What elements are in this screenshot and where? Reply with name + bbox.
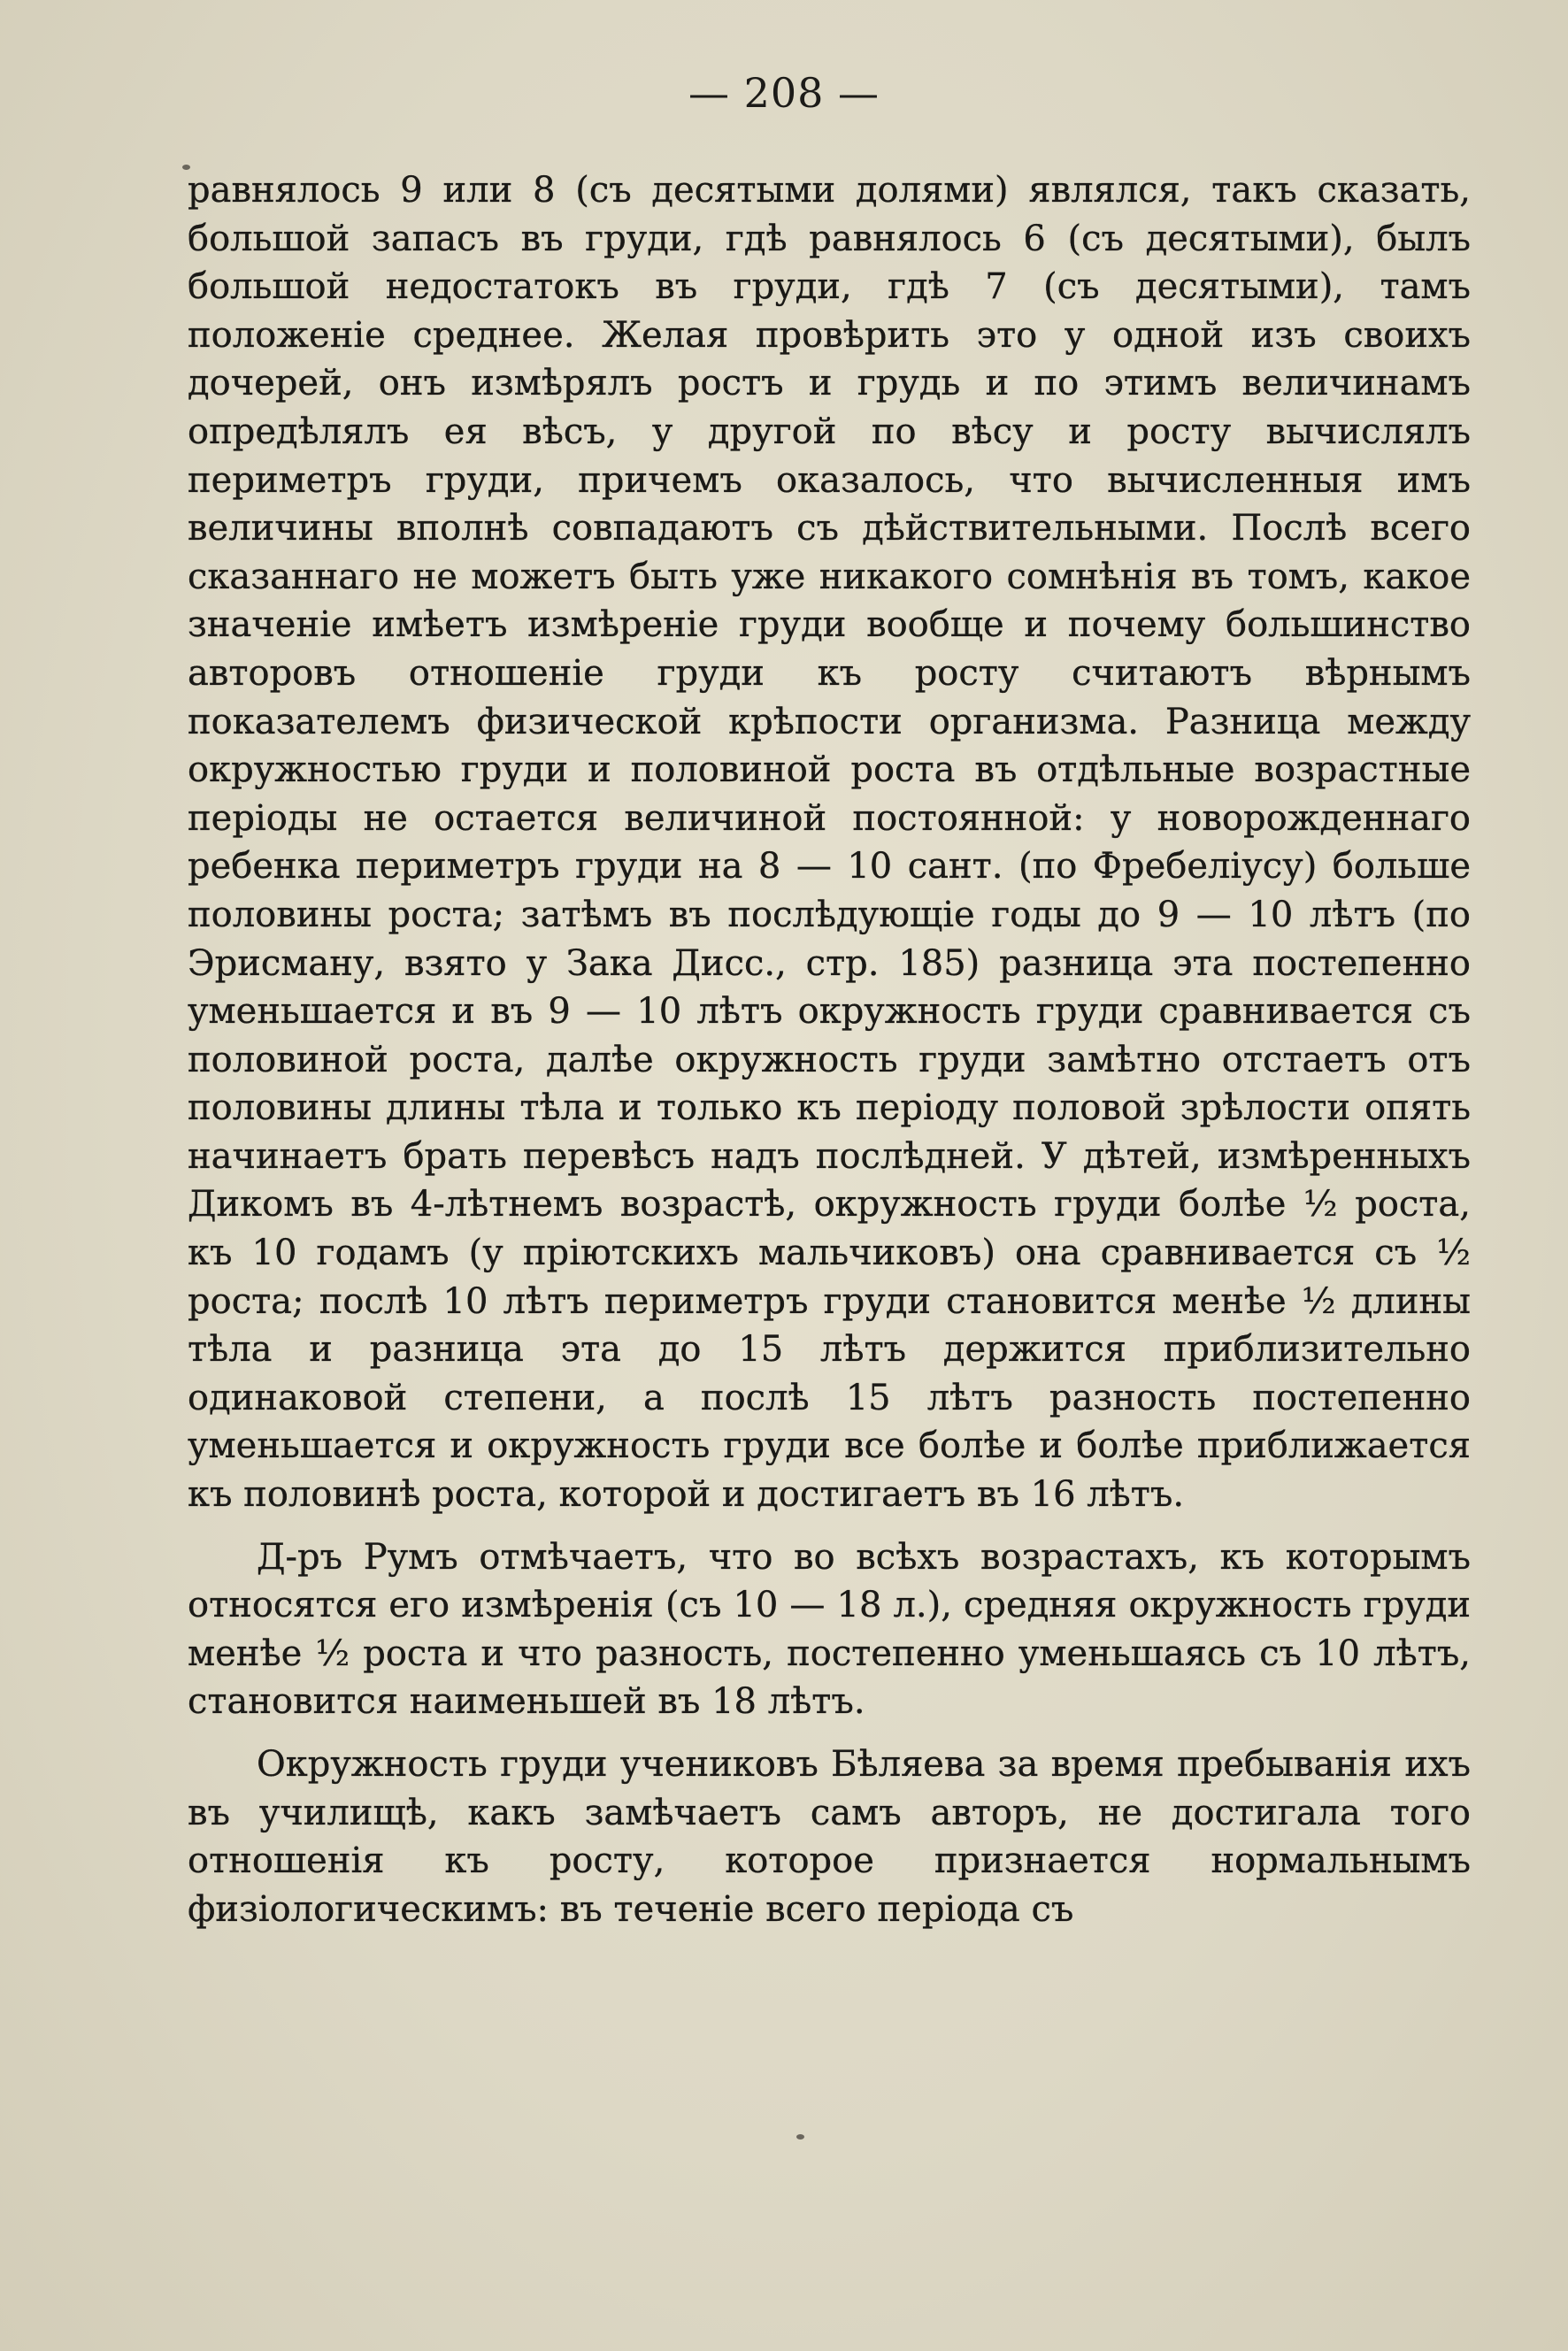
paragraph-1: равнялось 9 или 8 (съ десятыми долями) являлся, такъ сказать, большой запасъ въ груди, гдѣ равнялось 6 (съ десятыми), былъ большой недостатокъ въ груди, гдѣ 7 (съ десятыми), тамъ положеніе среднее. Желая провѣрить это у одной изъ своихъ дочерей, онъ измѣрялъ ростъ и грудь и по этимъ величинамъ опредѣлялъ ея вѣсъ, у другой по вѣсу и росту вычислялъ периметръ груди, причемъ оказалось, что вычисленныя имъ величины вполнѣ совпадаютъ съ дѣйствительными. Послѣ всего сказаннаго не можетъ быть уже никакого сомнѣнія въ томъ, какое значеніе имѣетъ измѣреніе груди вообще и почему большинство авторовъ отношеніе груди къ росту считаютъ вѣрнымъ показателемъ физической крѣпости организма. Разница между окружностью груди и половиной роста въ отдѣльные возрастные періоды не остается величиной постоянной: у новорожденнаго ребенка периметръ груди на 8 — 10 сант. (по Фребеліусу) больше половины роста; затѣмъ въ послѣдующіе годы до 9 — 10 лѣтъ (по Эрисману, взято у Зака Дисс., стр. 185) разница эта постепенно уменьшается и въ 9 — 10 лѣтъ окружность груди сравнивается съ половиной роста, далѣе окружность груди замѣтно отстаетъ отъ половины длины тѣла и только къ періоду половой зрѣлости опять начинаетъ брать перевѣсъ надъ послѣдней. У дѣтей, измѣренныхъ Дикомъ въ 4-лѣтнемъ возрастѣ, окружность груди болѣе ½ роста, къ 10 годамъ (у пріютскихъ мальчиковъ) она сравнивается съ ½ роста; послѣ 10 лѣтъ периметръ груди становится менѣе ½ длины тѣла и разница эта до 15 лѣтъ держится приблизительно одинаковой степени, а послѣ 15 лѣтъ разность постепенно уменьшается и окружность груди все болѣе и болѣе приближается къ половинѣ роста, которой и достигаетъ въ 16 лѣтъ.	[188, 170, 1471, 1516]
paragraph-2: Д-ръ Румъ отмѣчаетъ, что во всѣхъ возрастахъ, къ которымъ относятся его измѣренія (съ 10 — 18 л.), средняя окружность груди менѣе ½ роста и что разность, постепенно уменьшаясь съ 10 лѣтъ, становится наименьшей въ 18 лѣтъ.	[188, 1536, 1471, 1723]
paragraph-3: Окружность груди учениковъ Бѣляева за время пребыванія ихъ въ училищѣ, какъ замѣчаетъ самъ авторъ, не достигала того отношенія къ росту, которое признается нормальнымъ физіологическимъ: въ теченіе всего періода съ	[188, 1744, 1471, 1930]
page-number: — 208 —	[688, 69, 880, 117]
paper-speck	[796, 2134, 804, 2140]
paper-speck	[182, 165, 190, 170]
body-text	[188, 166, 1471, 1933]
